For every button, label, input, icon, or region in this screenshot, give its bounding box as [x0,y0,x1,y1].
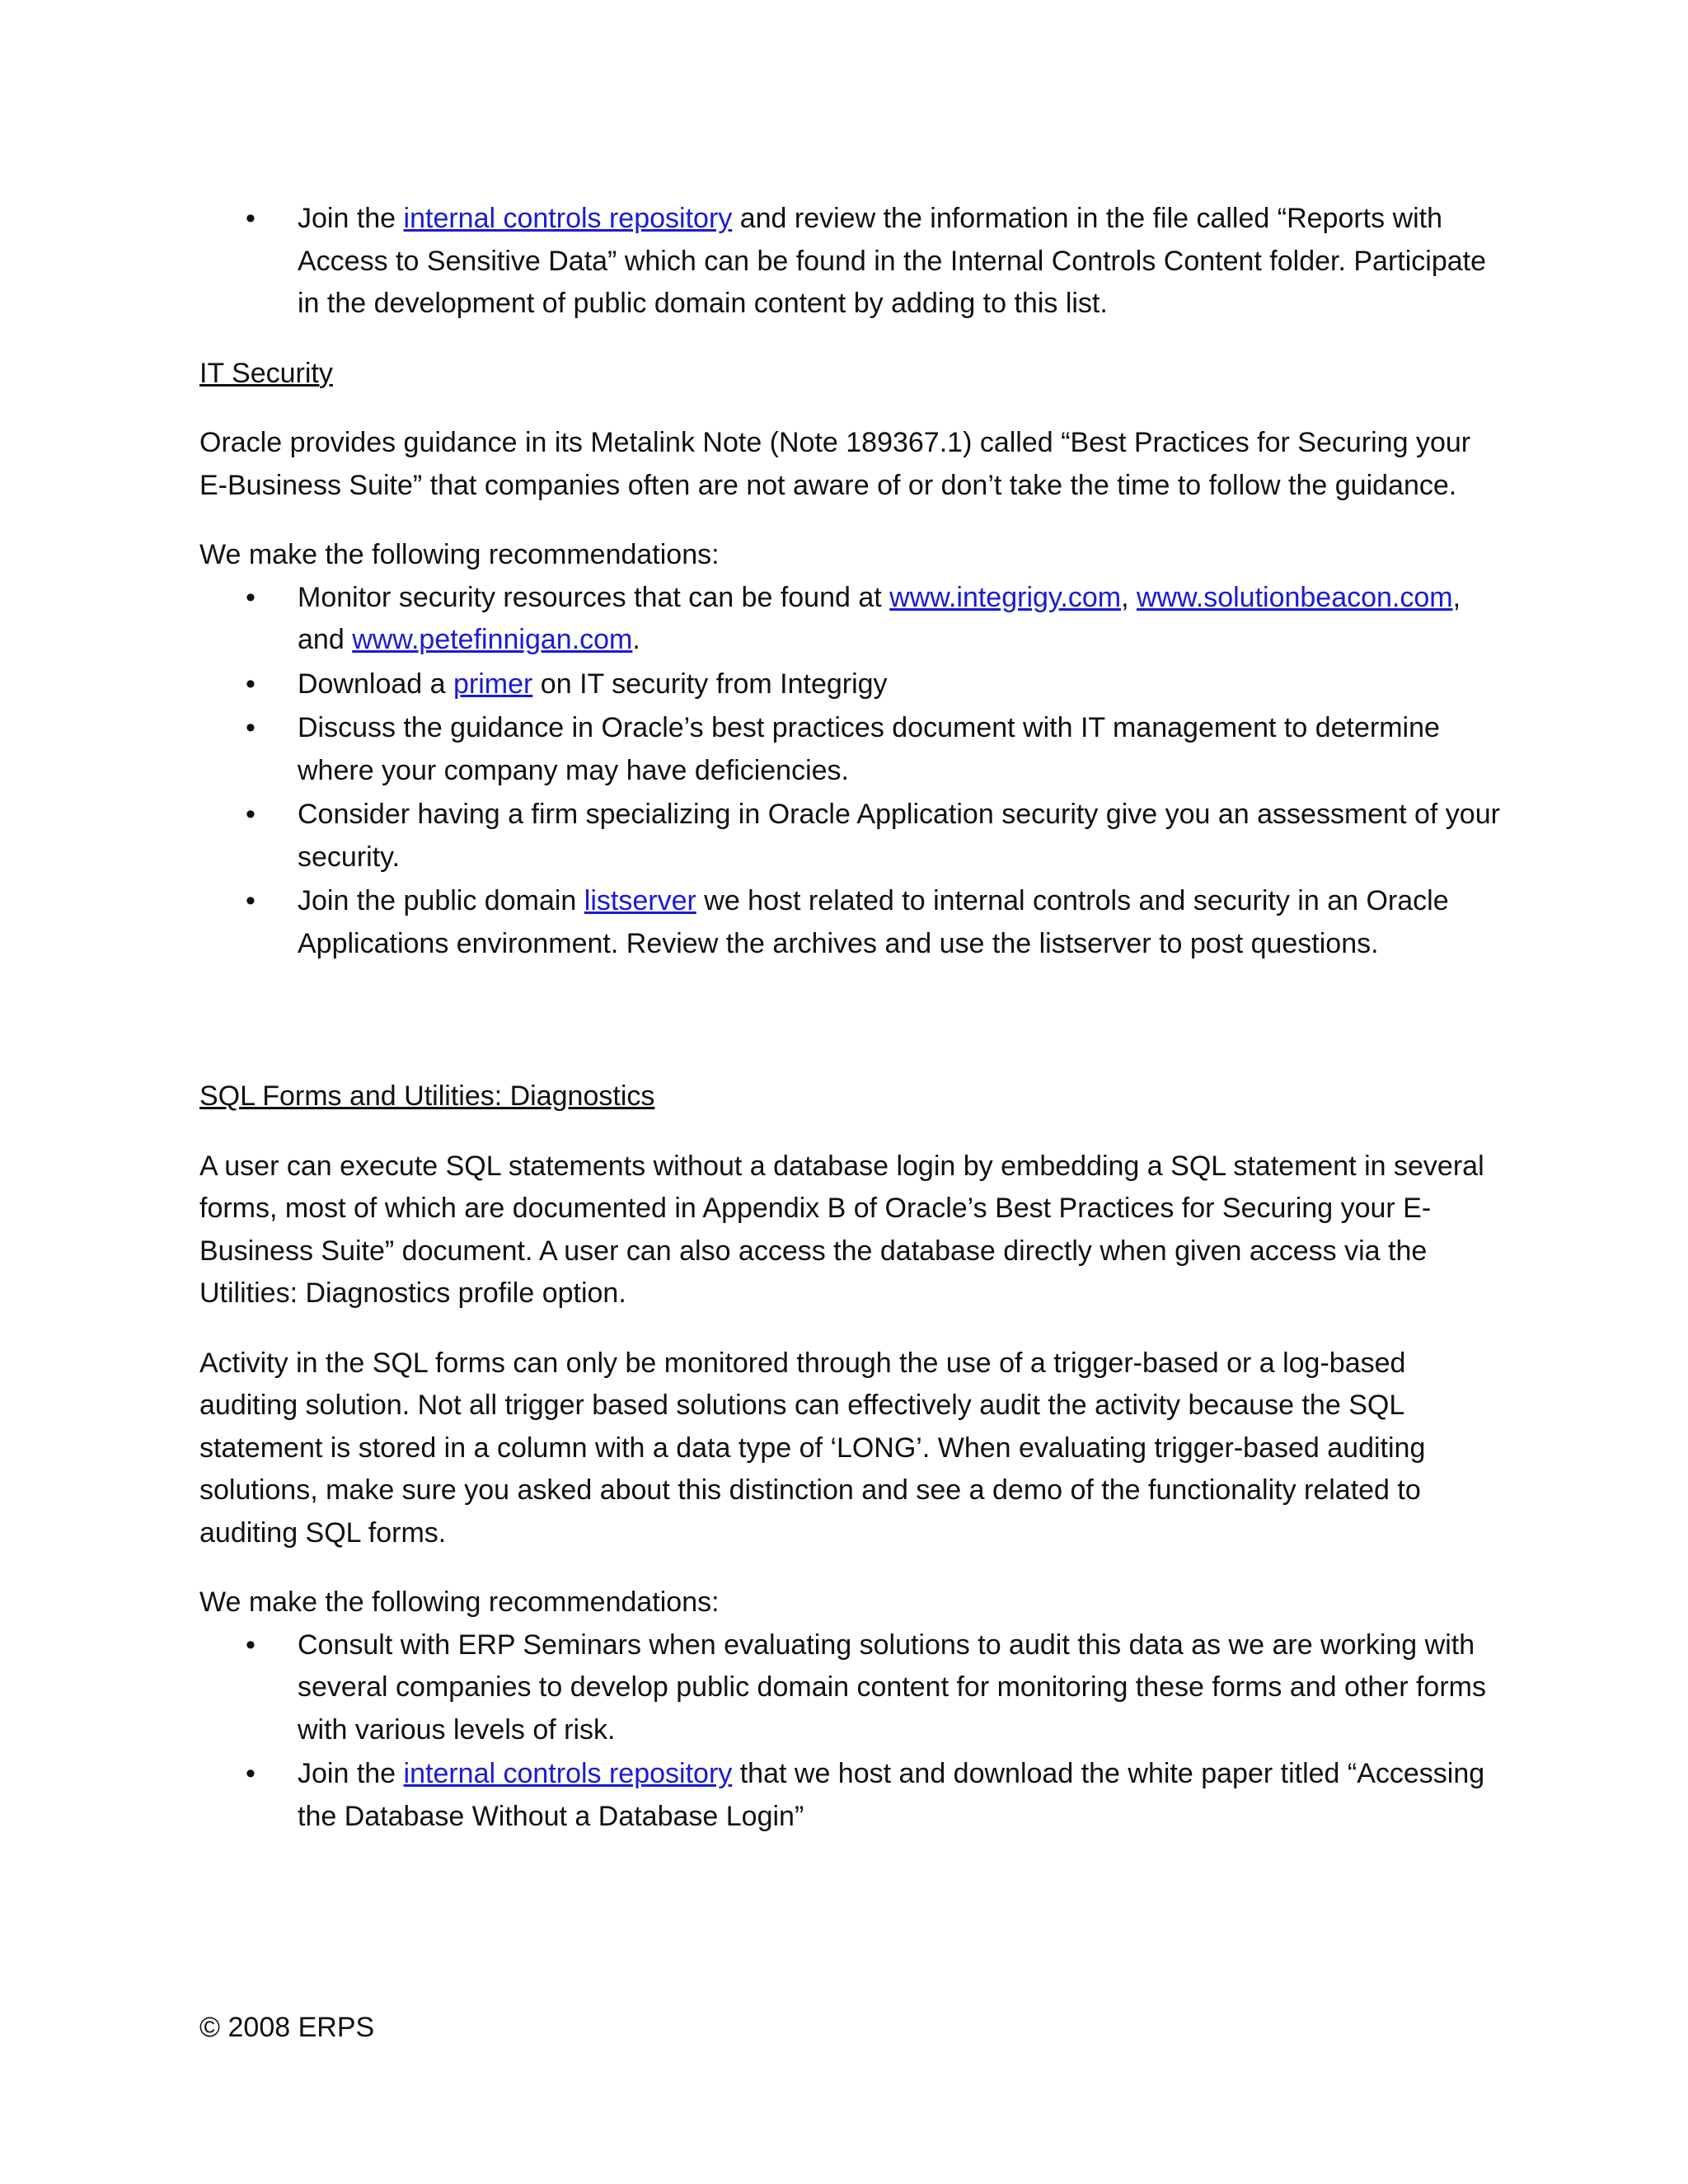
top-bullet-list [199,198,1502,326]
list-item [199,880,1502,965]
sql-forms-recommendations-label: We make the following recommendations: [199,1586,720,1618]
separator: , and [298,581,1461,655]
it-security-bullet-list [199,577,1502,966]
footer-copyright: © 2008 ERPS [199,2012,375,2043]
list-item [199,1624,1502,1752]
solutionbeacon-link[interactable]: www.solutionbeacon.com [1136,581,1453,613]
item-text-post: we host related to internal controls and security in an Oracle Applications environment. Review the archives and use the listserver to post questions. [298,885,1449,959]
sql-forms-bullet-list [199,1624,1502,1839]
internal-controls-repository-link[interactable]: internal controls repository [403,203,733,234]
item-text-post: on IT security from Integrigy [532,668,888,700]
item-text: Consider having a firm specializing in Oracle Application security give you an assessment of your security. [298,799,1500,873]
list-item [199,198,1502,326]
sql-forms-heading: SQL Forms and Utilities: Diagnostics [199,1080,655,1112]
list-item [199,577,1502,662]
item-text-pre: Download a [298,668,454,700]
item-text-post: that we host and download the white paper titled “Accessing the Database Without a Database Login” [298,1758,1485,1832]
internal-controls-repository-link[interactable]: internal controls repository [403,1758,733,1789]
it-security-recommendations-label: We make the following recommendations: [199,539,720,570]
item-text-pre: Join the [298,203,404,234]
primer-link[interactable]: primer [453,668,533,700]
it-security-heading: IT Security [199,357,333,389]
listserver-link[interactable]: listserver [584,885,696,916]
integrigy-link[interactable]: www.integrigy.com [889,581,1122,613]
list-item [199,707,1502,792]
item-text: Discuss the guidance in Oracle’s best practices document with IT management to determine where your company may have deficiencies. [298,712,1440,786]
item-text-pre: Monitor security resources that can be found at [298,581,890,613]
sql-forms-paragraph-2: Activity in the SQL forms can only be monitored through the use of a trigger-based or a log-based auditing solution. Not all trigger based solutions can effectively audit the activity because the SQL statement is stored in a column with a data type of ‘LONG’. When evaluating trigger-based auditing solutions, make sure you asked about this distinction and see a demo of the functionality related to auditing SQL forms. [199,1347,1426,1549]
it-security-intro: Oracle provides guidance in its Metalink Note (Note 189367.1) called “Best Practices for Securing your E-Business Suite” that companies often are not aware of or don’t take the time to follow the guidance. [199,427,1471,501]
item-text-pre: Join the public domain [298,885,584,916]
item-text-post: . [632,624,640,655]
list-item [199,1753,1502,1838]
petefinnigan-link[interactable]: www.petefinnigan.com [352,624,633,655]
separator: , [1121,581,1137,613]
item-text-pre: Join the [298,1758,404,1789]
item-text-post: and review the information in the file called “Reports with Access to Sensitive Data” which can be found in the Internal Controls Content folder. Participate in the development of public domain content by adding to this list. [298,203,1487,319]
list-item [199,663,1502,706]
item-text: Consult with ERP Seminars when evaluating solutions to audit this data as we are working with several companies to develop public domain content for monitoring these forms and other forms with various levels of risk. [298,1629,1486,1746]
document-page [199,198,1502,1838]
list-item [199,794,1502,879]
sql-forms-paragraph-1: A user can execute SQL statements without a database login by embedding a SQL statement in several forms, most of which are documented in Appendix B of Oracle’s Best Practices for Securing your E-Business Suite” document. A user can also access the database directly when given access via the Utilities: Diagnostics profile option. [199,1150,1484,1309]
